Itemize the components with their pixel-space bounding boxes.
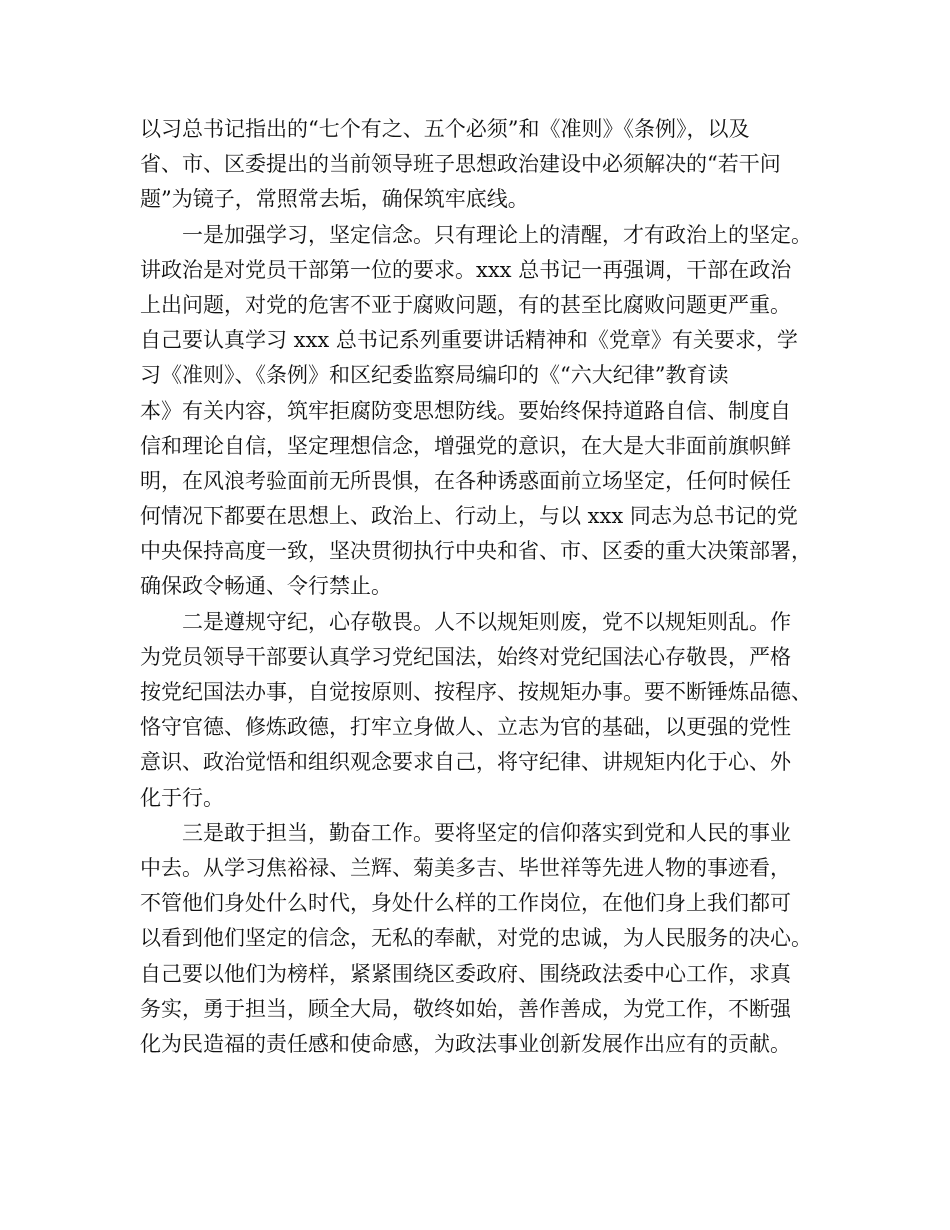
text-line: 明，在风浪考验面前无所畏惧，在各种诱惑面前立场坚定，任何时候任 (140, 468, 791, 493)
paragraph-responsibility (140, 816, 830, 1062)
text-line: 何情况下都要在思想上、政治上、行动上，与以 xxx 同志为总书记的党 (140, 504, 798, 529)
text-line: 一是加强学习，坚定信念。只有理论上的清醒，才有政治上的坚定。 (182, 222, 812, 247)
text-line: 上出问题，对党的危害不亚于腐败问题，有的甚至比腐败问题更严重。 (140, 292, 791, 317)
text-line: 二是遵规守纪，心存敬畏。人不以规矩则废，党不以规矩则乱。作 (182, 609, 791, 634)
paragraph-intro (140, 112, 830, 218)
text-line: 不管他们身处什么时代，身处什么样的工作岗位，在他们身上我们都可 (140, 891, 791, 916)
text-line: 习《准则》、《条例》和区纪委监察局编印的《“六大纪律”教育读 (140, 363, 729, 388)
text-line: 自己要以他们为榜样，紧紧围绕区委政府、围绕政法委中心工作，求真 (140, 961, 791, 986)
text-line: 三是敢于担当，勤奋工作。要将坚定的信仰落实到党和人民的事业 (182, 820, 791, 845)
text-line: 为党员领导干部要认真学习党纪国法，始终对党纪国法心存敬畏，严格 (140, 644, 791, 669)
text-line: 以看到他们坚定的信念，无私的奉献，对党的忠诚，为人民服务的决心。 (140, 926, 812, 951)
text-line: 化于行。 (140, 785, 224, 810)
text-line: 确保政令畅通、令行禁止。 (140, 574, 392, 599)
text-line: 本》有关内容，筑牢拒腐防变思想防线。要始终保持道路自信、制度自 (140, 398, 791, 423)
text-line: 按党纪国法办事，自觉按原则、按程序、按规矩办事。要不断锤炼品德、 (140, 680, 812, 704)
text-line: 省、市、区委提出的当前领导班子思想政治建设中必须解决的“若干问 (140, 152, 781, 177)
text-line: 务实，勇于担当，顾全大局，敬终如始，善作善成，为党工作，不断强 (140, 996, 791, 1021)
text-line: 讲政治是对党员干部第一位的要求。xxx 总书记一再强调，干部在政治 (140, 257, 792, 282)
text-line: 恪守官德、修炼政德，打牢立身做人、立志为官的基础，以更强的党性 (140, 715, 791, 740)
text-line: 自己要认真学习 xxx 总书记系列重要讲话精神和《党章》有关要求，学 (140, 328, 798, 353)
text-line: 意识、政治觉悟和组织观念要求自己，将守纪律、讲规矩内化于心、外 (140, 750, 791, 775)
paragraph-discipline (140, 605, 830, 816)
text-line: 信和理论自信，坚定理想信念，增强党的意识，在大是大非面前旗帜鲜 (140, 433, 791, 458)
document-body (140, 112, 830, 1062)
text-line: 题”为镜子，常照常去垢，确保筑牢底线。 (140, 187, 529, 212)
text-line: 中央保持高度一致，坚决贯彻执行中央和省、市、区委的重大决策部署， (140, 539, 812, 564)
text-line: 化为民造福的责任感和使命感，为政法事业创新发展作出应有的贡献。 (140, 1031, 791, 1056)
paragraph-study (140, 218, 830, 605)
text-line: 中去。从学习焦裕禄、兰辉、菊美多吉、毕世祥等先进人物的事迹看， (140, 855, 791, 880)
text-line: 以习总书记指出的“七个有之、五个必须”和《准则》《条例》，以及 (140, 117, 750, 141)
